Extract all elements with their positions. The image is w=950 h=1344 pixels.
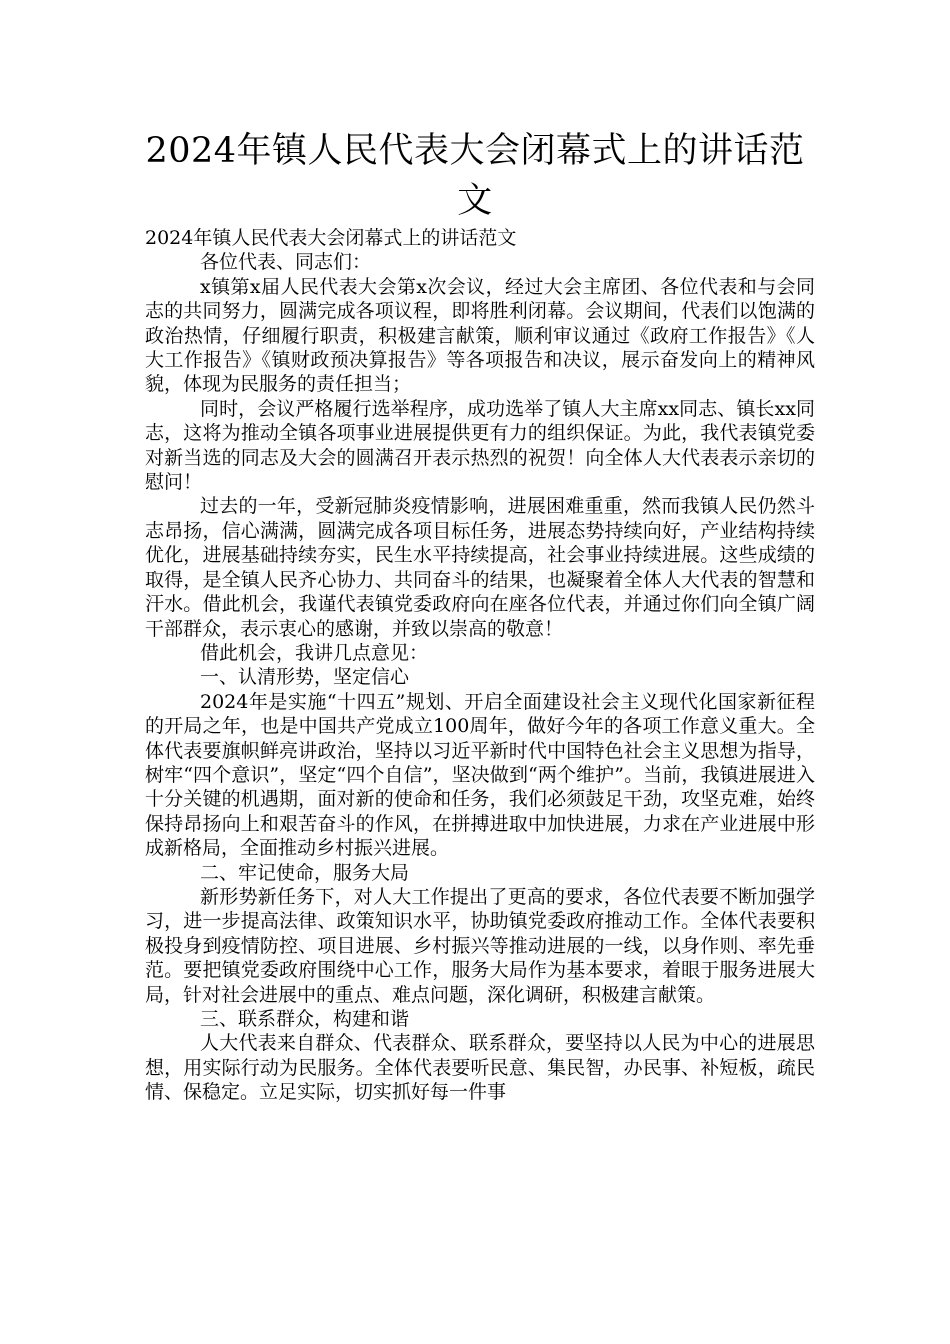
body-paragraph: 各位代表、同志们： <box>200 251 372 274</box>
body-paragraph: 三、联系群众，构建和谐 <box>200 1008 410 1030</box>
document-title: 2024年镇人民代表大会闭幕式上的讲话范文 <box>145 131 805 221</box>
body-paragraph: 同时，会议严格履行选举程序，成功选举了镇人大主席xx同志、镇长xx同志，这将为推动全镇各项事业进展提供更有力的组织保证。为此，我代表镇党委对新当选的同志及大会的圆满召开表示热烈的祝贺！向全体人大代表表示亲切的慰问！ <box>145 397 815 494</box>
document-body <box>145 226 815 1105</box>
body-paragraph: 二、牢记使命，服务大局 <box>200 861 410 884</box>
body-paragraph: 新形势新任务下，对人大工作提出了更高的要求，各位代表要不断加强学习，进一步提高法律、政策知识水平，协助镇党委政府推动工作。全体代表要积极投身到疫情防控、项目进展、乡村振兴等推动进展的一线，以身作则、率先垂范。要把镇党委政府围绕中心工作，服务大局作为基本要求，着眼于服务进展大局，针对社会进展中的重点、难点问题，深化调研，积极建言献策。 <box>145 885 815 1006</box>
body-paragraph: 一、认清形势，坚定信心 <box>200 666 410 689</box>
body-paragraph: 2024年镇人民代表大会闭幕式上的讲话范文 <box>145 227 517 249</box>
body-paragraph: 2024年是实施“十四五”规划、开启全面建设社会主义现代化国家新征程的开局之年，也是中国共产党成立100周年，做好今年的各项工作意义重大。全体代表要旗帜鲜亮讲政治，坚持以习近平新时代中国特色社会主义思想为指导，树牢“四个意识”，坚定“四个自信”，坚决做到“两个维护”。当前，我镇进展进入十分关键的机遇期，面对新的使命和任务，我们必须鼓足干劲，攻坚克难，始终保持昂扬向上和艰苦奋斗的作风，在拼搏进取中加快进展，力求在产业进展中形成新格局，全面推动乡村振兴进展。 <box>145 690 815 860</box>
body-paragraph: x镇第x届人民代表大会第x次会议，经过大会主席团、各位代表和与会同志的共同努力，圆满完成各项议程，即将胜利闭幕。会议期间，代表们以饱满的政治热情，仔细履行职责，积极建言献策，顺利审议通过《政府工作报告》《人大工作报告》《镇财政预决算报告》等各项报告和决议，展示奋发向上的精神风貌，体现为民服务的责任担当； <box>145 275 815 396</box>
body-paragraph: 借此机会，我讲几点意见： <box>200 641 429 664</box>
body-paragraph: 人大代表来自群众、代表群众、联系群众，要坚持以人民为中心的进展思想，用实际行动为民服务。全体代表要听民意、集民智，办民事、补短板，疏民情、保稳定。立足实际，切实抓好每一件事 <box>145 1032 815 1104</box>
body-paragraph: 过去的一年，受新冠肺炎疫情影响，进展困难重重，然而我镇人民仍然斗志昂扬，信心满满，圆满完成各项目标任务，进展态势持续向好，产业结构持续优化，进展基础持续夯实，民生水平持续提高，社会事业持续进展。这些成绩的取得，是全镇人民齐心协力、共同奋斗的结果，也凝聚着全体人大代表的智慧和汗水。借此机会，我谨代表镇党委政府向在座各位代表，并通过你们向全镇广阔干部群众，表示衷心的感谢，并致以崇高的敬意！ <box>145 495 815 640</box>
